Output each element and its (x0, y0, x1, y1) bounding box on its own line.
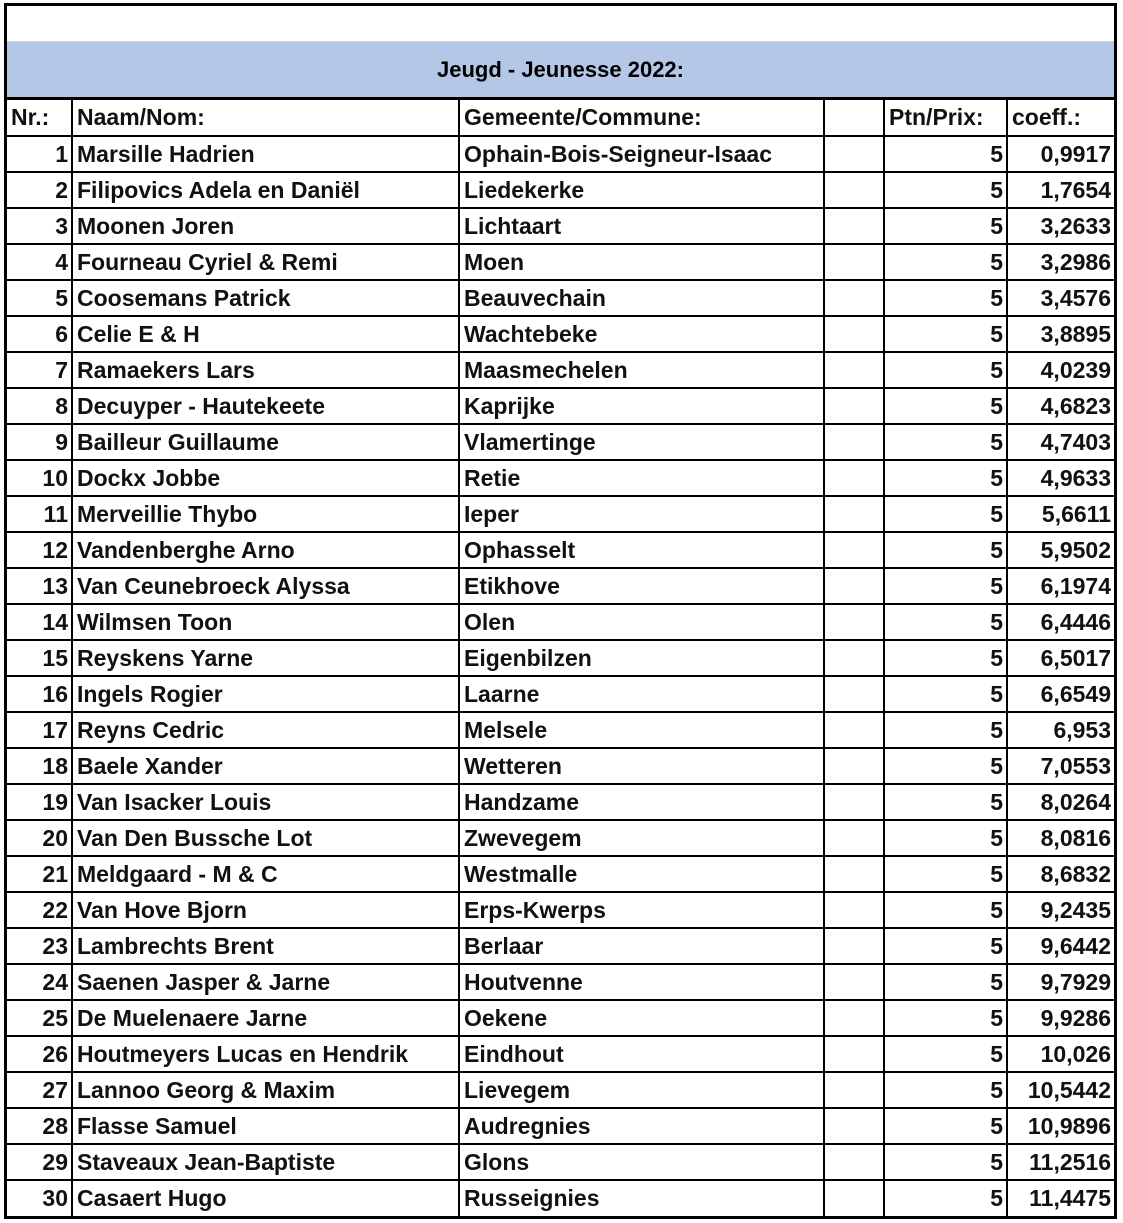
rank-cell: 26 (7, 1036, 72, 1072)
commune-cell: Russeignies (459, 1180, 824, 1216)
name-cell: Vandenberghe Arno (72, 532, 459, 568)
coeff-cell: 8,6832 (1007, 856, 1114, 892)
blank-cell (824, 244, 884, 280)
points-cell: 5 (884, 1144, 1007, 1180)
blank-top-row (7, 6, 1114, 41)
blank-cell (824, 964, 884, 1000)
blank-cell (824, 604, 884, 640)
table-row (7, 1108, 1114, 1144)
blank-cell (824, 1036, 884, 1072)
table-row (7, 172, 1114, 208)
name-cell: Staveaux Jean-Baptiste (72, 1144, 459, 1180)
table-row (7, 892, 1114, 928)
rank-cell: 18 (7, 748, 72, 784)
table-row (7, 712, 1114, 748)
table-row (7, 964, 1114, 1000)
rank-cell: 5 (7, 280, 72, 316)
rank-cell: 16 (7, 676, 72, 712)
commune-cell: Houtvenne (459, 964, 824, 1000)
table-row (7, 136, 1114, 172)
blank-cell (824, 1108, 884, 1144)
points-cell: 5 (884, 1180, 1007, 1216)
commune-cell: Wachtebeke (459, 316, 824, 352)
commune-cell: Zwevegem (459, 820, 824, 856)
name-cell: Van Hove Bjorn (72, 892, 459, 928)
rank-cell: 29 (7, 1144, 72, 1180)
points-cell: 5 (884, 280, 1007, 316)
points-cell: 5 (884, 316, 1007, 352)
points-cell: 5 (884, 640, 1007, 676)
rank-cell: 28 (7, 1108, 72, 1144)
points-cell: 5 (884, 568, 1007, 604)
coeff-cell: 4,0239 (1007, 352, 1114, 388)
table-row (7, 1000, 1114, 1036)
name-cell: Filipovics Adela en Daniël (72, 172, 459, 208)
rank-cell: 19 (7, 784, 72, 820)
table-row (7, 1180, 1114, 1216)
commune-cell: Laarne (459, 676, 824, 712)
blank-cell (824, 892, 884, 928)
rank-cell: 3 (7, 208, 72, 244)
table-row (7, 424, 1114, 460)
table-row (7, 856, 1114, 892)
blank-cell (824, 856, 884, 892)
coeff-cell: 10,026 (1007, 1036, 1114, 1072)
points-cell: 5 (884, 712, 1007, 748)
commune-cell: Eigenbilzen (459, 640, 824, 676)
commune-cell: Audregnies (459, 1108, 824, 1144)
commune-cell: Berlaar (459, 928, 824, 964)
rank-cell: 20 (7, 820, 72, 856)
table-row (7, 460, 1114, 496)
name-cell: Celie E & H (72, 316, 459, 352)
blank-cell (824, 784, 884, 820)
name-cell: Baele Xander (72, 748, 459, 784)
blank-cell (824, 316, 884, 352)
commune-cell: Ophasselt (459, 532, 824, 568)
points-cell: 5 (884, 532, 1007, 568)
commune-cell: Lichtaart (459, 208, 824, 244)
coeff-cell: 10,9896 (1007, 1108, 1114, 1144)
blank-cell (824, 820, 884, 856)
coeff-cell: 3,2986 (1007, 244, 1114, 280)
rank-cell: 8 (7, 388, 72, 424)
blank-cell (824, 424, 884, 460)
points-cell: 5 (884, 352, 1007, 388)
blank-cell (824, 208, 884, 244)
table-row (7, 352, 1114, 388)
points-cell: 5 (884, 136, 1007, 172)
rank-cell: 27 (7, 1072, 72, 1108)
name-cell: Merveillie Thybo (72, 496, 459, 532)
header-blank (824, 100, 884, 136)
name-cell: Ramaekers Lars (72, 352, 459, 388)
rank-cell: 4 (7, 244, 72, 280)
points-cell: 5 (884, 928, 1007, 964)
name-cell: Van Ceunebroeck Alyssa (72, 568, 459, 604)
header-name: Naam/Nom: (72, 100, 459, 136)
coeff-cell: 9,2435 (1007, 892, 1114, 928)
table-row (7, 1036, 1114, 1072)
coeff-cell: 5,6611 (1007, 496, 1114, 532)
header-commune: Gemeente/Commune: (459, 100, 824, 136)
table-row (7, 928, 1114, 964)
coeff-cell: 4,6823 (1007, 388, 1114, 424)
coeff-cell: 6,1974 (1007, 568, 1114, 604)
header-row (7, 100, 1114, 136)
commune-cell: Maasmechelen (459, 352, 824, 388)
commune-cell: Kaprijke (459, 388, 824, 424)
name-cell: Decuyper - Hautekeete (72, 388, 459, 424)
points-cell: 5 (884, 604, 1007, 640)
commune-cell: Melsele (459, 712, 824, 748)
table-row (7, 748, 1114, 784)
blank-cell (824, 460, 884, 496)
blank-cell (824, 1000, 884, 1036)
coeff-cell: 1,7654 (1007, 172, 1114, 208)
name-cell: Fourneau Cyriel & Remi (72, 244, 459, 280)
name-cell: Lambrechts Brent (72, 928, 459, 964)
blank-cell (824, 388, 884, 424)
rank-cell: 12 (7, 532, 72, 568)
table-row (7, 388, 1114, 424)
rank-cell: 13 (7, 568, 72, 604)
table-row (7, 208, 1114, 244)
points-cell: 5 (884, 208, 1007, 244)
name-cell: Ingels Rogier (72, 676, 459, 712)
rank-cell: 1 (7, 136, 72, 172)
rank-cell: 11 (7, 496, 72, 532)
points-cell: 5 (884, 1036, 1007, 1072)
name-cell: Lannoo Georg & Maxim (72, 1072, 459, 1108)
name-cell: Casaert Hugo (72, 1180, 459, 1216)
points-cell: 5 (884, 676, 1007, 712)
blank-cell (824, 1180, 884, 1216)
table-row (7, 676, 1114, 712)
coeff-cell: 6,5017 (1007, 640, 1114, 676)
commune-cell: Oekene (459, 1000, 824, 1036)
table-row (7, 280, 1114, 316)
table-row (7, 1144, 1114, 1180)
commune-cell: Lievegem (459, 1072, 824, 1108)
coeff-cell: 11,4475 (1007, 1180, 1114, 1216)
points-cell: 5 (884, 784, 1007, 820)
coeff-cell: 6,4446 (1007, 604, 1114, 640)
blank-cell (824, 172, 884, 208)
results-sheet (4, 3, 1117, 1219)
commune-cell: Ieper (459, 496, 824, 532)
rank-cell: 21 (7, 856, 72, 892)
sheet-title: Jeugd - Jeunesse 2022: (7, 41, 1114, 100)
blank-cell (824, 748, 884, 784)
commune-cell: Wetteren (459, 748, 824, 784)
table-row (7, 316, 1114, 352)
header-coeff: coeff.: (1007, 100, 1114, 136)
commune-cell: Moen (459, 244, 824, 280)
points-cell: 5 (884, 424, 1007, 460)
points-cell: 5 (884, 244, 1007, 280)
points-cell: 5 (884, 820, 1007, 856)
blank-cell (824, 532, 884, 568)
points-cell: 5 (884, 460, 1007, 496)
rank-cell: 15 (7, 640, 72, 676)
rank-cell: 24 (7, 964, 72, 1000)
points-cell: 5 (884, 856, 1007, 892)
table-row (7, 568, 1114, 604)
table-row (7, 496, 1114, 532)
points-cell: 5 (884, 496, 1007, 532)
name-cell: Bailleur Guillaume (72, 424, 459, 460)
blank-cell (824, 280, 884, 316)
name-cell: Coosemans Patrick (72, 280, 459, 316)
name-cell: Meldgaard - M & C (72, 856, 459, 892)
points-cell: 5 (884, 1108, 1007, 1144)
blank-cell (824, 640, 884, 676)
table-row (7, 784, 1114, 820)
name-cell: Van Den Bussche Lot (72, 820, 459, 856)
name-cell: Dockx Jobbe (72, 460, 459, 496)
points-cell: 5 (884, 1072, 1007, 1108)
name-cell: Marsille Hadrien (72, 136, 459, 172)
table-row (7, 532, 1114, 568)
name-cell: Van Isacker Louis (72, 784, 459, 820)
table-row (7, 640, 1114, 676)
rank-cell: 7 (7, 352, 72, 388)
table-row (7, 1072, 1114, 1108)
name-cell: Reyskens Yarne (72, 640, 459, 676)
coeff-cell: 4,7403 (1007, 424, 1114, 460)
commune-cell: Retie (459, 460, 824, 496)
coeff-cell: 10,5442 (1007, 1072, 1114, 1108)
name-cell: De Muelenaere Jarne (72, 1000, 459, 1036)
blank-cell (824, 136, 884, 172)
name-cell: Flasse Samuel (72, 1108, 459, 1144)
commune-cell: Ophain-Bois-Seigneur-Isaac (459, 136, 824, 172)
coeff-cell: 8,0816 (1007, 820, 1114, 856)
coeff-cell: 9,6442 (1007, 928, 1114, 964)
coeff-cell: 11,2516 (1007, 1144, 1114, 1180)
blank-cell (824, 496, 884, 532)
commune-cell: Vlamertinge (459, 424, 824, 460)
coeff-cell: 3,2633 (1007, 208, 1114, 244)
blank-cell (824, 712, 884, 748)
coeff-cell: 6,6549 (1007, 676, 1114, 712)
table-row (7, 244, 1114, 280)
points-cell: 5 (884, 964, 1007, 1000)
commune-cell: Olen (459, 604, 824, 640)
coeff-cell: 0,9917 (1007, 136, 1114, 172)
rank-cell: 10 (7, 460, 72, 496)
commune-cell: Liedekerke (459, 172, 824, 208)
blank-cell (824, 568, 884, 604)
coeff-cell: 5,9502 (1007, 532, 1114, 568)
commune-cell: Erps-Kwerps (459, 892, 824, 928)
coeff-cell: 6,953 (1007, 712, 1114, 748)
coeff-cell: 9,9286 (1007, 1000, 1114, 1036)
points-cell: 5 (884, 892, 1007, 928)
rank-cell: 6 (7, 316, 72, 352)
name-cell: Reyns Cedric (72, 712, 459, 748)
name-cell: Moonen Joren (72, 208, 459, 244)
blank-cell (824, 1144, 884, 1180)
rank-cell: 2 (7, 172, 72, 208)
rank-cell: 9 (7, 424, 72, 460)
coeff-cell: 7,0553 (1007, 748, 1114, 784)
name-cell: Houtmeyers Lucas en Hendrik (72, 1036, 459, 1072)
rank-cell: 17 (7, 712, 72, 748)
rank-cell: 22 (7, 892, 72, 928)
commune-cell: Beauvechain (459, 280, 824, 316)
blank-cell (824, 352, 884, 388)
points-cell: 5 (884, 748, 1007, 784)
coeff-cell: 8,0264 (1007, 784, 1114, 820)
commune-cell: Glons (459, 1144, 824, 1180)
commune-cell: Westmalle (459, 856, 824, 892)
rank-cell: 25 (7, 1000, 72, 1036)
name-cell: Saenen Jasper & Jarne (72, 964, 459, 1000)
blank-cell (824, 928, 884, 964)
points-cell: 5 (884, 1000, 1007, 1036)
rank-cell: 23 (7, 928, 72, 964)
header-points: Ptn/Prix: (884, 100, 1007, 136)
coeff-cell: 3,8895 (1007, 316, 1114, 352)
coeff-cell: 3,4576 (1007, 280, 1114, 316)
points-cell: 5 (884, 172, 1007, 208)
table-row (7, 820, 1114, 856)
commune-cell: Handzame (459, 784, 824, 820)
rank-cell: 14 (7, 604, 72, 640)
blank-cell (824, 676, 884, 712)
results-table (7, 100, 1114, 1216)
blank-cell (824, 1072, 884, 1108)
points-cell: 5 (884, 388, 1007, 424)
rank-cell: 30 (7, 1180, 72, 1216)
coeff-cell: 4,9633 (1007, 460, 1114, 496)
commune-cell: Eindhout (459, 1036, 824, 1072)
commune-cell: Etikhove (459, 568, 824, 604)
name-cell: Wilmsen Toon (72, 604, 459, 640)
header-nr: Nr.: (7, 100, 72, 136)
coeff-cell: 9,7929 (1007, 964, 1114, 1000)
table-row (7, 604, 1114, 640)
